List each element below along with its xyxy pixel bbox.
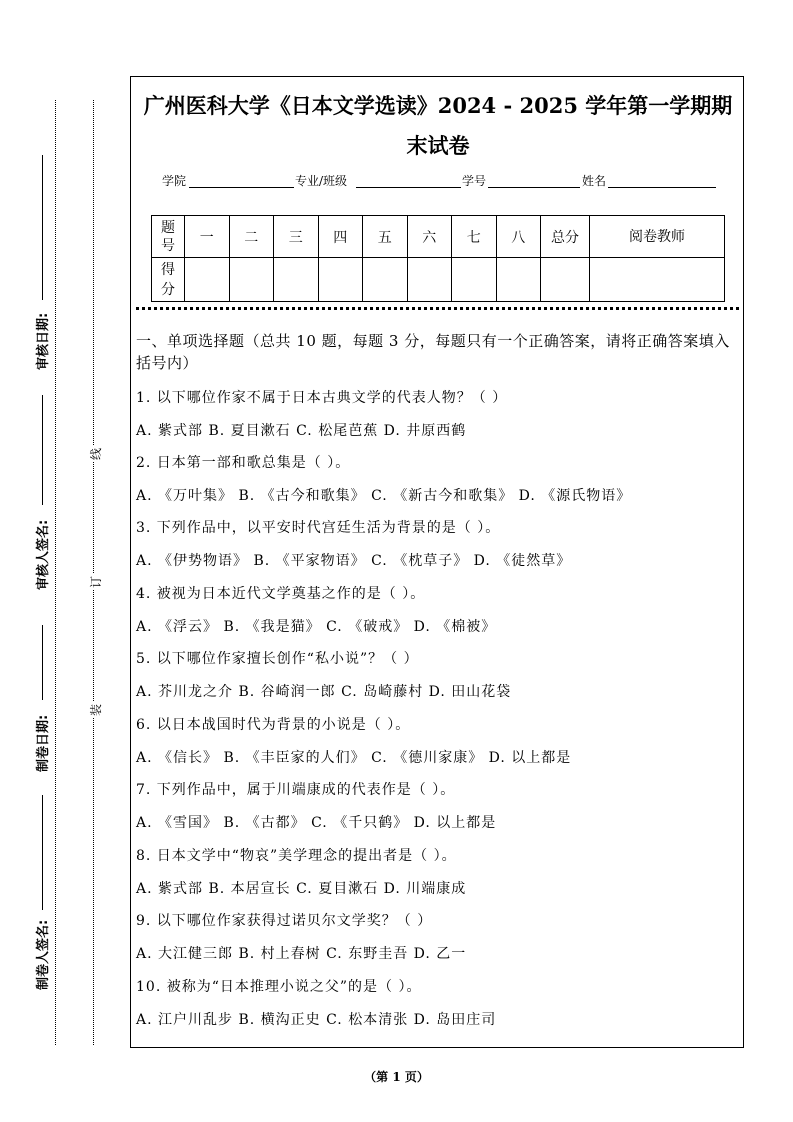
review-date-label: 审核日期:: [36, 312, 51, 370]
score-cell-6[interactable]: [407, 258, 452, 302]
page-number: （第 1 页）: [364, 1070, 429, 1084]
score-cell-5[interactable]: [363, 258, 408, 302]
student-id-label: 学号: [462, 174, 487, 188]
question-7-options: A. 《雪国》 B. 《古都》 C. 《千只鹤》 D. 以上都是: [136, 815, 497, 831]
college-field[interactable]: [189, 187, 294, 188]
score-table: [151, 215, 725, 302]
grader-header: 阅卷教师: [590, 216, 725, 258]
question-7: 7. 下列作品中，属于川端康成的代表作是（ ）。: [136, 782, 456, 798]
score-cell-3[interactable]: [274, 258, 319, 302]
score-table-score-row: [152, 258, 725, 302]
question-8: 8. 日本文学中“物哀”美学理念的提出者是（ ）。: [136, 848, 457, 864]
question-1-options: A. 紫式部 B. 夏目漱石 C. 松尾芭蕉 D. 井原西鹤: [136, 423, 467, 439]
reviewer-signature-label: 审核人签名:: [36, 519, 51, 590]
paper-date-label: 制卷日期:: [36, 714, 51, 772]
question-8-options: A. 紫式部 B. 本居宣长 C. 夏目漱石 D. 川端康成: [136, 881, 467, 897]
question-2-options: A. 《万叶集》 B. 《古今和歌集》 C. 《新古今和歌集》 D. 《源氏物语》: [136, 488, 632, 504]
score-cell-8[interactable]: [496, 258, 541, 302]
question-5: 5. 以下哪位作家擅长创作“私小说”？（ ）: [136, 651, 419, 667]
score-cell-4[interactable]: [318, 258, 363, 302]
score-table-header-row: [152, 216, 725, 258]
question-number-header: 题号: [152, 216, 185, 258]
section-2-header: 二: [229, 216, 274, 258]
score-cell-7[interactable]: [452, 258, 497, 302]
binding-dotted-line-inner: [93, 100, 94, 1045]
score-cell-total[interactable]: [541, 258, 590, 302]
question-3: 3. 下列作品中，以平安时代宫廷生活为背景的是（ ）。: [136, 520, 501, 536]
header-separator: [136, 307, 739, 310]
score-cell-2[interactable]: [229, 258, 274, 302]
total-score-header: 总分: [541, 216, 590, 258]
major-class-label: 专业/班级: [295, 174, 348, 188]
question-1: 1. 以下哪位作家不属于日本古典文学的代表人物？（ ）: [136, 390, 508, 406]
question-6-options: A. 《信长》 B. 《丰臣家的人们》 C. 《德川家康》 D. 以上都是: [136, 750, 572, 766]
question-10-options: A. 江户川乱步 B. 横沟正史 C. 松本清张 D. 岛田庄司: [136, 1012, 497, 1028]
question-10: 10. 被称为“日本推理小说之父”的是（ ）。: [136, 979, 422, 995]
section-4-header: 四: [318, 216, 363, 258]
question-6: 6. 以日本战国时代为背景的小说是（ ）。: [136, 717, 411, 733]
binding-mark-line: 线: [89, 447, 103, 460]
score-row-label: 得分: [152, 258, 185, 302]
question-4: 4. 被视为日本近代文学奠基之作的是（ ）。: [136, 586, 426, 602]
question-4-options: A. 《浮云》 B. 《我是猫》 C. 《破戒》 D. 《棉被》: [136, 619, 497, 635]
student-id-field[interactable]: [488, 187, 580, 188]
major-class-field[interactable]: [356, 187, 461, 188]
paper-author-signature-line: [42, 795, 43, 910]
binding-mark-bind: 订: [89, 575, 103, 588]
binding-mark-fasten: 装: [89, 703, 103, 716]
binding-dotted-line-outer: [55, 100, 56, 1045]
name-label: 姓名: [582, 174, 607, 188]
section-8-header: 八: [496, 216, 541, 258]
paper-author-signature-label: 制卷人签名:: [36, 919, 51, 990]
score-cell-1[interactable]: [185, 258, 230, 302]
review-date-line: [42, 155, 43, 300]
question-9-options: A. 大江健三郎 B. 村上春树 C. 东野圭吾 D. 乙一: [136, 946, 467, 962]
section-1-header: 一: [185, 216, 230, 258]
question-5-options: A. 芥川龙之介 B. 谷崎润一郎 C. 岛崎藤村 D. 田山花袋: [136, 684, 512, 700]
section-3-header: 三: [274, 216, 319, 258]
paper-date-line: [42, 625, 43, 700]
question-9: 9. 以下哪位作家获得过诺贝尔文学奖？（ ）: [136, 913, 433, 929]
exam-title: 广州医科大学《日本文学选读》2024 - 2025 学年第一学期期末试卷: [143, 93, 733, 158]
section-5-header: 五: [363, 216, 408, 258]
section-7-header: 七: [452, 216, 497, 258]
section-instruction: 一、单项选择题（总共 10 题，每题 3 分，每题只有一个正确答案，请将正确答案填入括号内）: [136, 332, 730, 372]
section-6-header: 六: [407, 216, 452, 258]
name-field[interactable]: [608, 187, 716, 188]
score-cell-grader[interactable]: [590, 258, 725, 302]
college-label: 学院: [162, 174, 187, 188]
reviewer-signature-line: [42, 395, 43, 505]
question-2: 2. 日本第一部和歌总集是（ ）。: [136, 455, 351, 471]
question-3-options: A. 《伊势物语》 B. 《平家物语》 C. 《枕草子》 D. 《徒然草》: [136, 553, 572, 569]
